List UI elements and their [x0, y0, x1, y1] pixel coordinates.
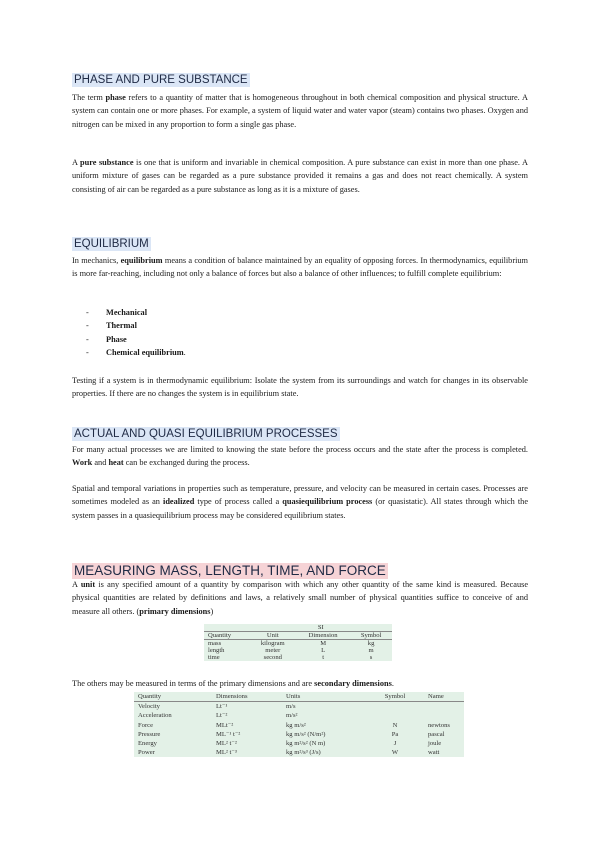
table-header-cell: Quantity — [134, 692, 212, 702]
bold-term-work: Work — [72, 458, 93, 468]
table-cell: m — [368, 647, 374, 654]
table-row — [204, 654, 392, 661]
table-cell: length — [208, 647, 225, 654]
text-span: Spatial and temporal variations in properties such as temperature, pressure, and velocity can be measured in certain cases. Processes are sometimes modeled as an — [72, 484, 528, 507]
table-header-row — [134, 692, 464, 702]
table-cell: second — [263, 654, 282, 661]
table-cell: Velocity — [138, 703, 160, 711]
list-item — [86, 306, 186, 319]
bold-term-phase: phase — [105, 93, 126, 102]
table-header-cell: Quantity — [204, 632, 250, 640]
list-item — [86, 346, 186, 359]
table-cell: mass — [208, 640, 222, 647]
text-span: A — [72, 580, 81, 589]
text-span: (or quasistatic). All states through which the system passes in a quasiequilibrium process may be considered equilibrium states. — [72, 497, 528, 520]
table-cell — [366, 702, 424, 712]
table-cell: m/s² — [286, 712, 298, 720]
table-cell: kg m/s² (N/m²) — [286, 730, 326, 738]
table-cell — [204, 624, 250, 632]
table-group-row — [204, 624, 392, 632]
paragraph-quasiequilibrium — [72, 482, 528, 522]
text-span: is any specified amount of a quantity by comparison with which any other quantity of the same kind is measured. Because physical quantities are related by definitions and laws, a relatively small number of physical quantities suffice to conceive of and measure all others. ( — [72, 580, 529, 616]
text-span: . — [391, 679, 394, 688]
text-span: and — [92, 458, 109, 468]
table-cell: ML⁻¹ t⁻² — [216, 730, 241, 738]
table-cell: Lt⁻² — [216, 712, 228, 720]
list-item-label: Chemical equilibrium — [106, 348, 184, 358]
text-span: A — [72, 158, 81, 167]
equilibrium-list — [86, 306, 186, 360]
table-cell: ML² t⁻² — [216, 740, 237, 748]
paragraph-units — [72, 578, 528, 618]
table-cell: watt — [428, 749, 440, 757]
bold-term-quasiequilibrium: quasiequilibrium process — [282, 497, 373, 507]
table-cell: N — [392, 721, 398, 729]
list-item — [86, 333, 186, 346]
paragraph-equilibrium — [72, 254, 528, 281]
table-row — [134, 739, 464, 748]
table-cell: Pressure — [138, 730, 161, 738]
table-cell: Pa — [391, 730, 399, 738]
bold-term-idealized: idealized — [163, 497, 195, 507]
table-header-cell: Name — [424, 692, 464, 702]
table-header-cell: Dimensions — [212, 692, 282, 702]
table-cell: joule — [428, 740, 442, 748]
table-cell: time — [208, 654, 220, 661]
table-cell: M — [320, 640, 327, 647]
text-span: is one that is uniform and invariable in chemical composition. A pure substance can exist in more than one phase. A uniform mixture of gases can be regarded as a pure substance provided it remains a gas and does not react chemically. A system consisting of air can be regarded as a pure substance as long as it is a mixture of gases. — [72, 158, 528, 194]
table-cell: pascal — [428, 730, 445, 738]
table-header-cell: Symbol — [350, 632, 392, 640]
table-cell — [424, 702, 464, 712]
text-span: ) — [210, 606, 214, 616]
list-item-label: Mechanical — [106, 308, 148, 317]
list-item-label: Phase — [106, 334, 127, 344]
table-cell: kilogram — [260, 640, 285, 647]
table-cell: Lt⁻¹ — [216, 703, 228, 711]
text-span: For many actual processes we are limited to knowing the state before the process occurs and the state after the process is completed. — [72, 445, 528, 454]
table-header-row — [204, 632, 392, 640]
table-cell: meter — [265, 647, 281, 654]
list-tail: . — [183, 348, 186, 358]
bold-term-equilibrium: equilibrium — [120, 256, 163, 265]
bold-term-primary-dimensions: primary dimensions — [139, 606, 211, 616]
paragraph-actual-processes — [72, 443, 528, 470]
table-group-label: SI — [250, 624, 393, 632]
table-cell — [424, 711, 464, 720]
table-header-cell: Dimension — [296, 632, 350, 640]
table-cell: Energy — [138, 740, 157, 748]
section-heading-equilibrium: EQUILIBRIUM — [74, 238, 149, 250]
table-cell: kg m/s² — [286, 721, 306, 729]
table-row — [134, 711, 464, 720]
table-row — [134, 721, 464, 730]
list-item — [86, 319, 186, 332]
table-header-cell: Symbol — [366, 692, 424, 702]
table-cell: kg m²/s² (N m) — [286, 740, 326, 748]
paragraph-phase — [72, 91, 528, 131]
table-cell: Force — [138, 721, 154, 729]
table-cell: t — [322, 654, 325, 661]
table-cell — [366, 711, 424, 720]
bold-term-heat: heat — [108, 458, 124, 468]
table-row — [204, 647, 392, 654]
table-cell: kg — [367, 640, 375, 647]
bold-term-pure-substance: pure substance — [80, 158, 134, 167]
table-cell: ML² t⁻³ — [216, 749, 237, 757]
table-cell: W — [391, 749, 399, 757]
bold-term-unit: unit — [80, 580, 96, 589]
table-cell: kg m²/s³ (J/s) — [286, 749, 321, 757]
table-cell: newtons — [428, 721, 450, 729]
paragraph-secondary — [72, 677, 528, 690]
text-span: In mechanics, — [72, 256, 121, 265]
table-cell: s — [369, 654, 373, 661]
list-item-label: Thermal — [106, 321, 137, 331]
table-cell: Acceleration — [138, 712, 172, 720]
text-span: can be exchanged during the process. — [123, 458, 250, 468]
table-cell: Power — [138, 749, 155, 757]
text-span: refers to a quantity of matter that is homogeneous throughout in both chemical composition and physical structure. A system can contain one or more phases. For example, a system of liquid water and water vapor (steam) contains two phases. Oxygen and nitrogen can be mixed in any proportion to form a single gas phase. — [72, 93, 528, 129]
text-span: means a condition of balance maintained by an equality of opposing forces. In thermodynamics, equilibrium is more far-reaching, including not only a balance of forces but also a balance of other influences; to fulfill complete equilibrium: — [72, 256, 528, 279]
table-row — [134, 730, 464, 739]
table-header-cell: Unit — [250, 632, 297, 640]
text-span: The term — [72, 93, 106, 102]
table-cell: MLt⁻² — [216, 721, 234, 729]
primary-dimensions-table — [204, 624, 392, 661]
section-heading-processes: ACTUAL AND QUASI EQUILIBRIUM PROCESSES — [74, 428, 338, 440]
section-heading-phase: PHASE AND PURE SUBSTANCE — [74, 74, 248, 86]
section-heading-measuring: MEASURING MASS, LENGTH, TIME, AND FORCE — [74, 563, 386, 578]
table-cell: L — [321, 647, 326, 654]
table-row — [134, 748, 464, 757]
paragraph-pure-substance — [72, 156, 528, 196]
table-row — [134, 702, 464, 712]
text-span: type of process called a — [194, 497, 283, 507]
table-row — [204, 640, 392, 648]
paragraph-equilibrium-test: Testing if a system is in thermodynamic equilibrium: Isolate the system from its surroundings and watch for changes in its observable properties. If there are no changes the system is in equilibrium state. — [72, 376, 528, 399]
table-cell: J — [393, 740, 397, 748]
table-cell: m/s — [286, 703, 296, 711]
text-span: The others may be measured in terms of the primary dimensions and are — [72, 679, 315, 688]
table-header-cell: Units — [282, 692, 366, 702]
bold-term-secondary-dimensions: secondary dimensions — [314, 679, 392, 688]
secondary-dimensions-table — [134, 692, 464, 757]
